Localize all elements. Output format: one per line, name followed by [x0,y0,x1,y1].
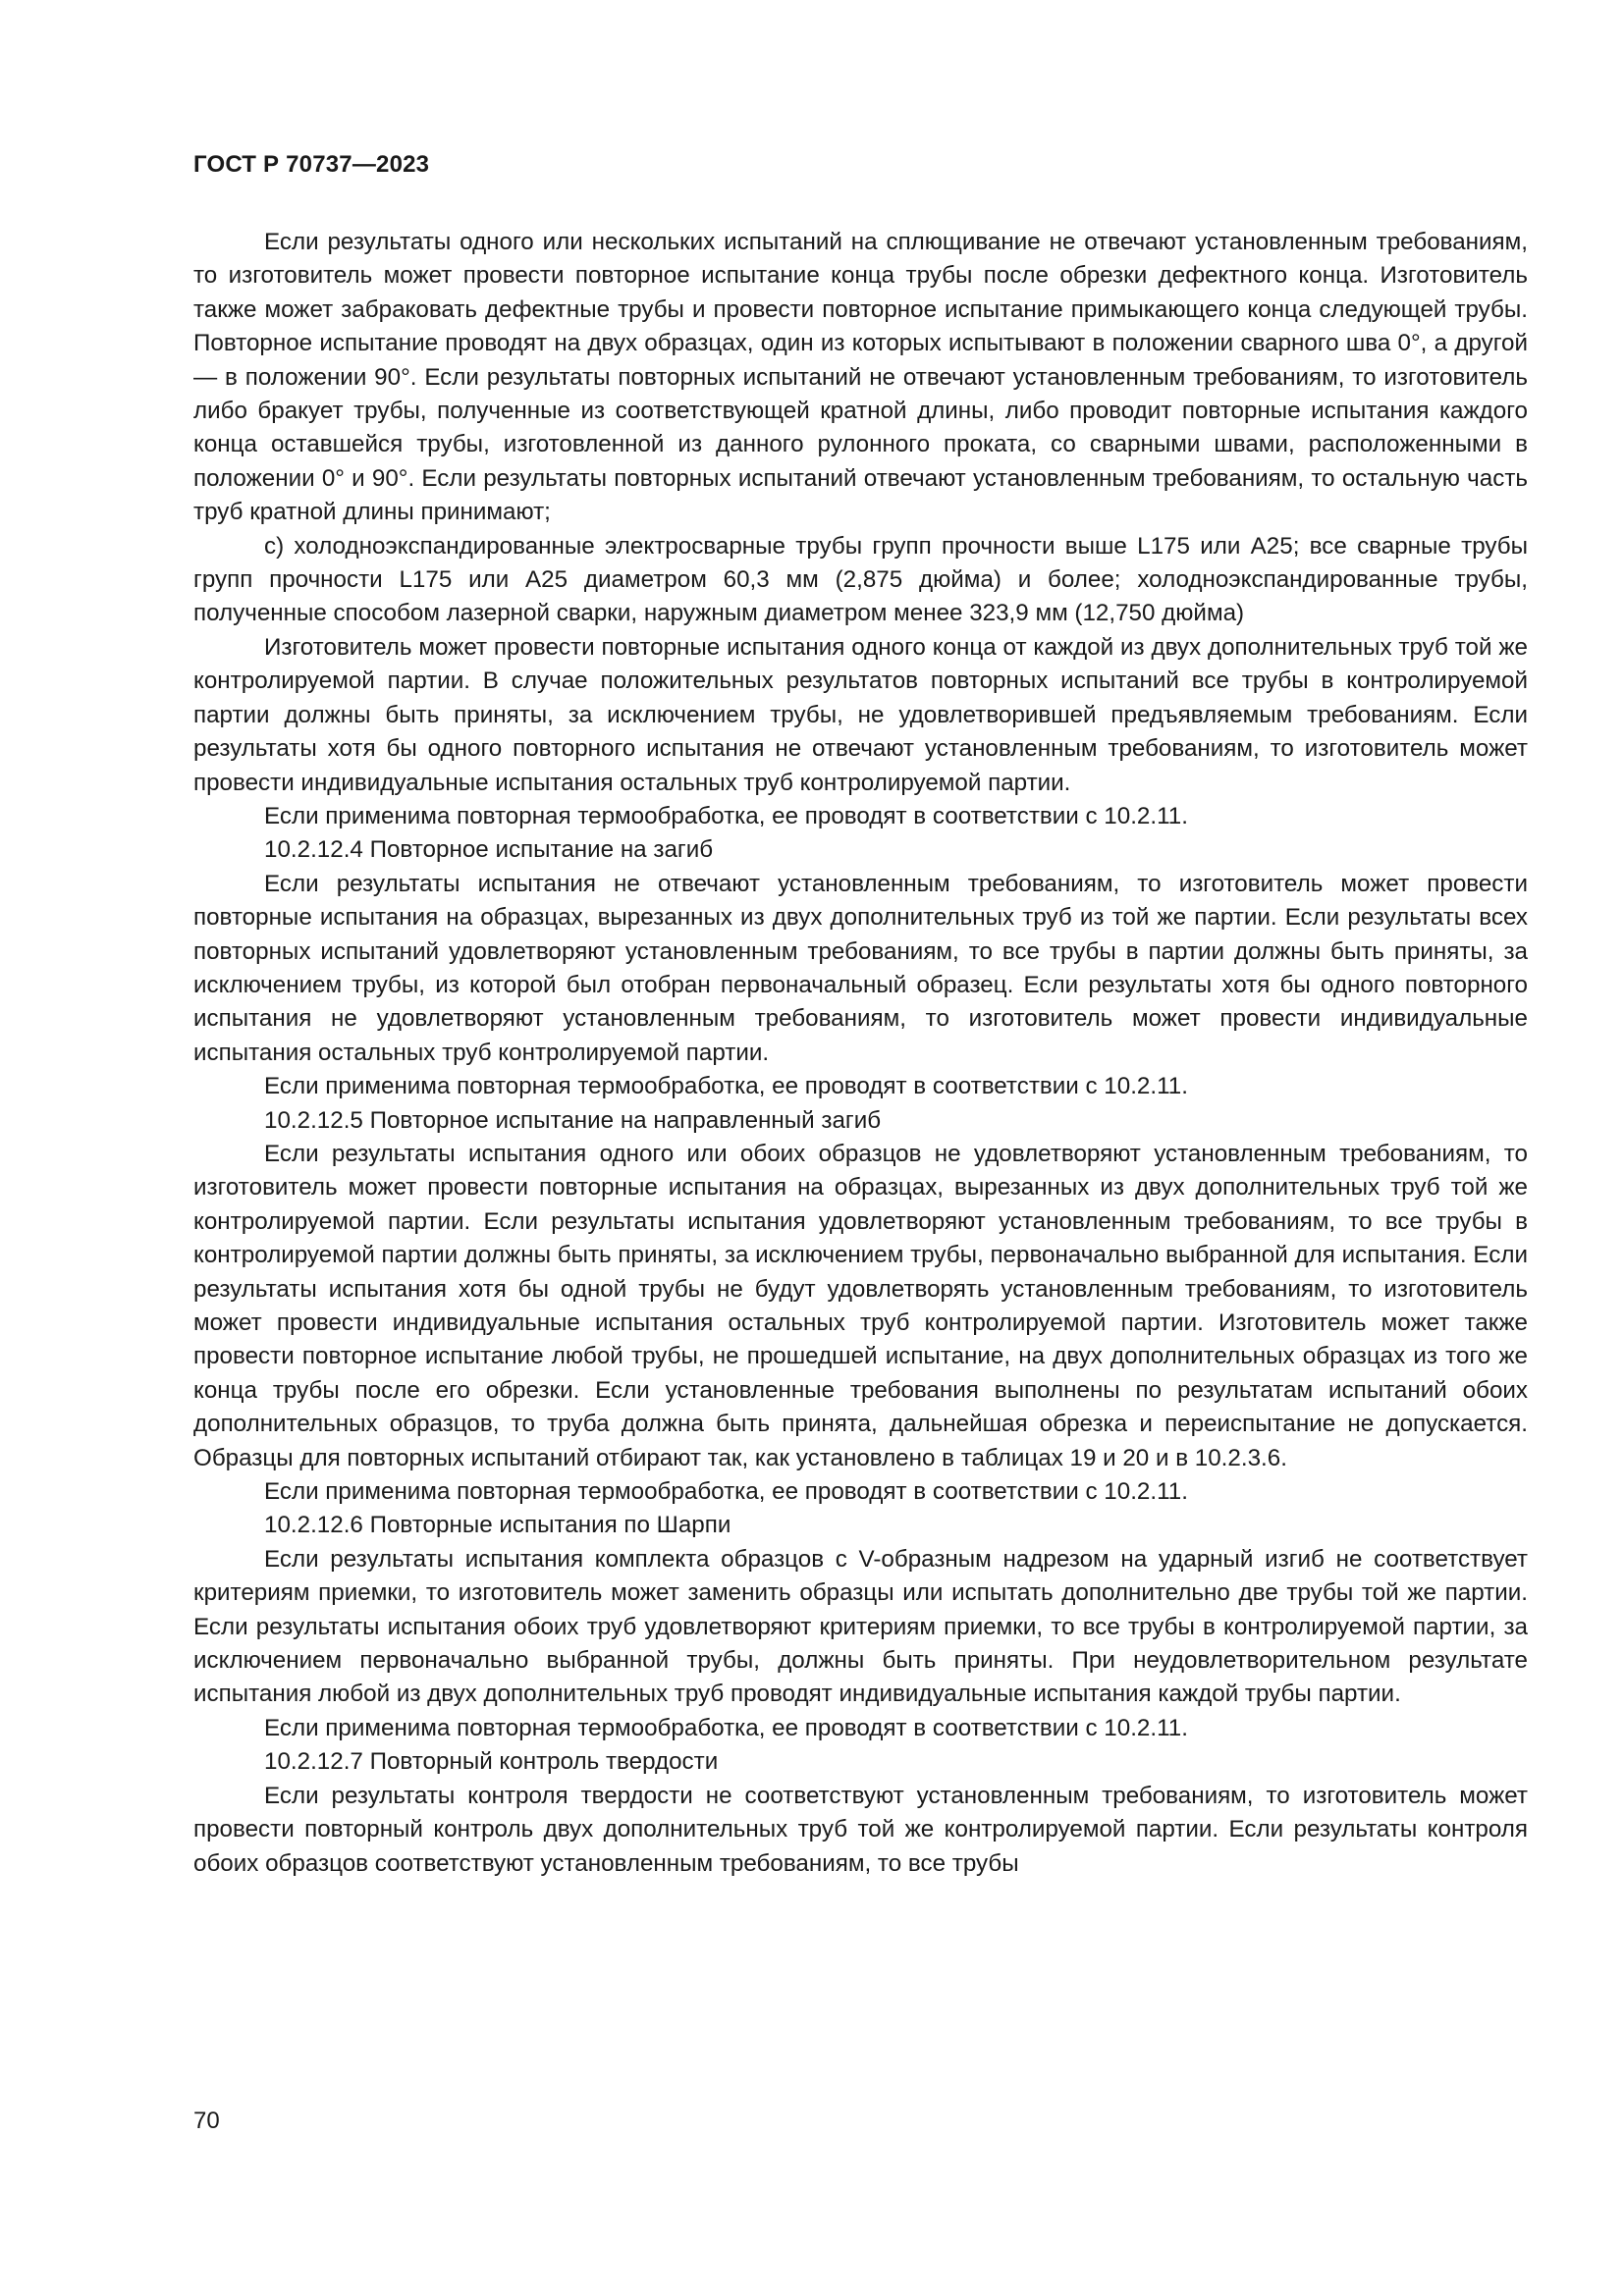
standard-header: ГОСТ Р 70737—2023 [193,151,430,178]
paragraph-heat-treatment: Если применима повторная термообработка, ее проводят в соответствии с 10.2.11. [264,802,1188,829]
paragraph-retest-two-pipes: Изготовитель может провести повторные испытания одного конца от каждой из двух дополнительных труб той же контролируемой партии. В случае положительных результатов повторных испытаний все трубы в контролируемой партии должны быть приняты, за исключением трубы, не удовлетворившей предъявляемым требованиям. Если результаты хотя бы одного повторного испытания не отвечают установленным требованиям, то изготовитель может провести индивидуальные испытания остальных труб контролируемой партии. [193,633,1528,796]
section-heading-10-2-12-6: 10.2.12.6 Повторные испытания по Шарпи [264,1512,731,1539]
paragraph-flattening-retest: Если результаты одного или нескольких испытаний на сплющивание не отвечают установленным требованиям, то изготовитель может провести повторное испытание конца трубы после обрезки дефектного конца. Изготовитель также может забраковать дефектные трубы и провести повторное испытание примыкающего конца следующей трубы. Повторное испытание проводят на двух образцах, один из которых испытывают в положении сварного шва 0°, а другой — в положении 90°. Если результаты повторных испытаний не отвечают установленным требованиям, то изготовитель либо бракует трубы, полученные из соответствующей кратной длины, либо проводит повторные испытания каждого конца оставшейся трубы, изготовленной из данного рулонного проката, со сварными швами, расположенными в положении 0° и 90°. Если результаты повторных испытаний отвечают установленным требованиям, то остальную часть труб кратной длины принимают; [193,229,1528,526]
document-body [193,226,1528,1881]
page-number: 70 [193,2108,220,2134]
section-heading-10-2-12-5: 10.2.12.5 Повторное испытание на направленный загиб [264,1106,882,1134]
section-heading-10-2-12-7: 10.2.12.7 Повторный контроль твердости [264,1748,719,1776]
section-heading-10-2-12-4: 10.2.12.4 Повторное испытание на загиб [264,836,714,864]
paragraph-hardness-retest: Если результаты контроля твердости не соответствуют установленным требованиям, то изготовитель может провести повторный контроль двух дополнительных труб той же контролируемой партии. Если результаты контроля обоих образцов соответствуют установленным требованиям, то все трубы [193,1782,1528,1877]
paragraph-guided-bend-retest: Если результаты испытания одного или обоих образцов не удовлетворяют установленным требованиям, то изготовитель может провести повторные испытания на образцах, вырезанных из двух дополнительных труб той же контролируемой партии. Если результаты испытания удовлетворяют установленным требованиям, то все трубы в контролируемой партии должны быть приняты, за исключением трубы, первоначально выбранной для испытания. Если результаты испытания хотя бы одной трубы не будут удовлетворять установленным требованиям, то изготовитель может провести индивидуальные испытания остальных труб контролируемой партии. Изготовитель может также провести повторное испытание любой трубы, не прошедшей испытание, на двух дополнительных образцах из того же конца трубы после его обрезки. Если установленные требования выполнены по результатам испытаний обоих дополнительных образцов, то труба должна быть принята, дальнейшая обрезка и переиспытание не допускается. Образцы для повторных испытаний отбирают так, как установлено в таблицах 19 и 20 и в 10.2.3.6. [193,1140,1528,1471]
paragraph-heat-treatment: Если применима повторная термообработка, ее проводят в соответствии с 10.2.11. [264,1478,1188,1506]
paragraph-heat-treatment: Если применима повторная термообработка, ее проводят в соответствии с 10.2.11. [264,1073,1188,1100]
paragraph-item-c: c) холодноэкспандированные электросварные трубы групп прочности выше L175 или A25; все сварные трубы групп прочности L175 или A25 диаметром 60,3 мм (2,875 дюйма) и более; холодноэкспандированные трубы, полученные способом лазерной сварки, наружным диаметром менее 323,9 мм (12,750 дюйма) [193,532,1528,627]
paragraph-bend-retest: Если результаты испытания не отвечают установленным требованиям, то изготовитель может провести повторные испытания на образцах, вырезанных из двух дополнительных труб из той же партии. Если результаты всех повторных испытаний удовлетворяют установленным требованиям, то все трубы в партии должны быть приняты, за исключением трубы, из которой был отобран первоначальный образец. Если результаты хотя бы одного повторного испытания не удовлетворяют установленным требованиям, то изготовитель может провести индивидуальные испытания остальных труб контролируемой партии. [193,870,1528,1066]
paragraph-charpy-retest: Если результаты испытания комплекта образцов с V-образным надрезом на ударный изгиб не соответствует критериям приемки, то изготовитель может заменить образцы или испытать дополнительно две трубы той же партии. Если результаты испытания обоих труб удовлетворяют критериям приемки, то все трубы в контролируемой партии, за исключением первоначально выбранной трубы, должны быть приняты. При неудовлетворительном результате испытания любой из двух дополнительных труб проводят индивидуальные испытания каждой трубы партии. [193,1545,1528,1708]
paragraph-heat-treatment: Если применима повторная термообработка, ее проводят в соответствии с 10.2.11. [264,1714,1188,1741]
